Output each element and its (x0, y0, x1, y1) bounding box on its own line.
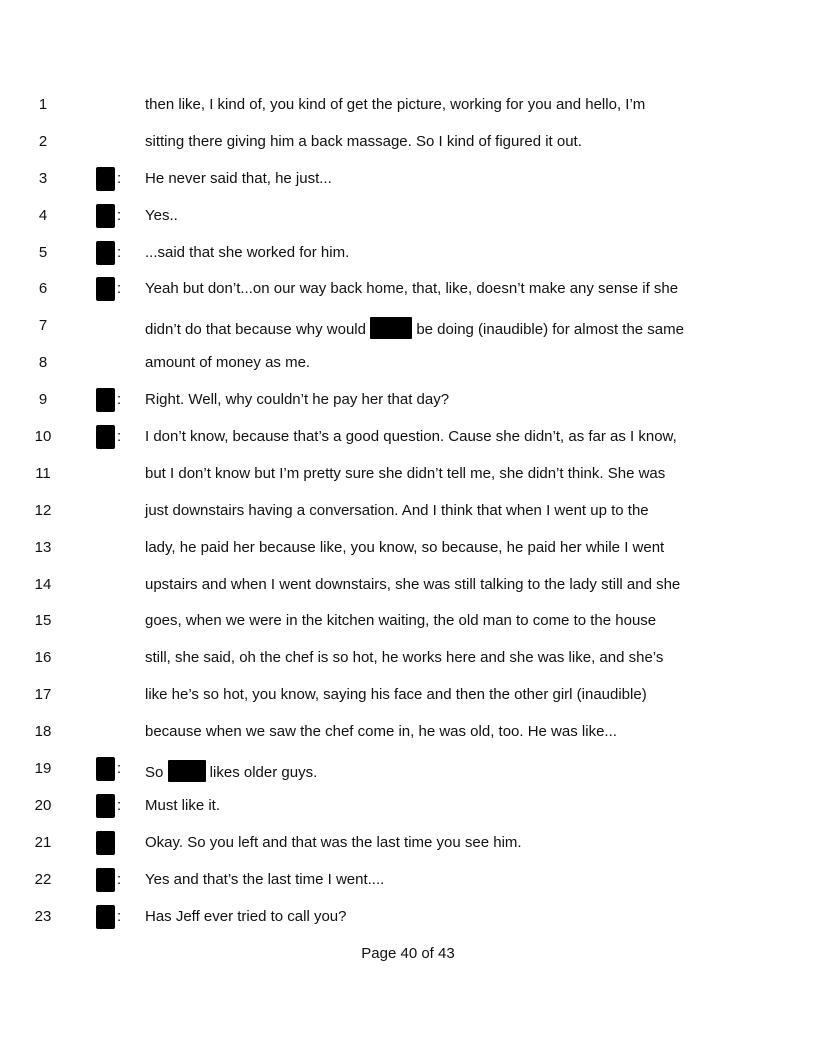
speaker-colon: : (117, 280, 122, 298)
redacted-speaker (94, 167, 128, 191)
line-text (145, 723, 745, 741)
line-text (145, 317, 745, 339)
transcript-line (0, 418, 816, 455)
redacted-speaker (94, 425, 128, 449)
transcript-line (0, 234, 816, 271)
line-number: 9 (38, 391, 48, 409)
page-footer: Page 40 of 43 (361, 945, 455, 962)
speaker-colon: : (117, 206, 122, 224)
line-number: 22 (34, 870, 52, 888)
speaker-colon: : (117, 169, 122, 187)
line-text (145, 428, 745, 446)
line-text (145, 170, 745, 188)
redaction-block (96, 868, 115, 892)
line-number: 2 (38, 132, 48, 150)
text-segment: amount of money as me. (145, 354, 311, 372)
line-number: 13 (34, 538, 52, 556)
redacted-speaker (94, 388, 128, 412)
text-segment: Must like it. (145, 796, 221, 814)
line-number: 20 (34, 796, 52, 814)
redaction-block (96, 388, 115, 412)
transcript-line (0, 602, 816, 639)
transcript-line (0, 566, 816, 603)
text-segment: like he’s so hot, you know, saying his face and then the other girl (inaudible) (145, 686, 647, 704)
inline-redaction (370, 317, 412, 339)
speaker-colon: : (117, 907, 122, 925)
redaction-block (96, 167, 115, 191)
text-segment: He never said that, he just... (145, 169, 332, 187)
transcript-line (0, 787, 816, 824)
line-number: 10 (34, 428, 52, 446)
line-text (145, 686, 745, 704)
text-segment: I don’t know, because that’s a good question. Cause she didn’t, as far as I know, (145, 428, 677, 446)
text-segment: Yeah but don’t...on our way back home, that, like, doesn’t make any sense if she (145, 280, 679, 298)
text-segment: lady, he paid her because like, you know, so because, he paid her while I went (145, 538, 665, 556)
line-text (145, 760, 745, 782)
line-text (145, 280, 745, 298)
transcript-line (0, 86, 816, 123)
transcript-line (0, 307, 816, 344)
inline-redaction (168, 760, 206, 782)
line-number: 18 (34, 723, 52, 741)
line-number: 4 (38, 206, 48, 224)
text-segment: still, she said, oh the chef is so hot, he works here and she was like, and she’s (145, 649, 664, 667)
text-segment: just downstairs having a conversation. And I think that when I went up to the (145, 501, 649, 519)
redaction-block (96, 241, 115, 265)
transcript-line (0, 529, 816, 566)
line-text (145, 133, 745, 151)
transcript-line (0, 492, 816, 529)
transcript-line (0, 344, 816, 381)
redacted-speaker (94, 277, 128, 301)
redaction-block (96, 277, 115, 301)
speaker-colon: : (117, 796, 122, 814)
redaction-block (96, 757, 115, 781)
line-text (145, 576, 745, 594)
redacted-speaker (94, 204, 128, 228)
redacted-speaker (94, 241, 128, 265)
text-segment: but I don’t know but I’m pretty sure she didn’t tell me, she didn’t think. She was (145, 464, 666, 482)
line-number: 15 (34, 612, 52, 630)
redacted-speaker (94, 905, 128, 929)
redaction-block (96, 831, 115, 855)
transcript-line (0, 270, 816, 307)
line-text (145, 207, 745, 225)
text-segment: upstairs and when I went downstairs, she was still talking to the lady still and she (145, 575, 681, 593)
line-number: 19 (34, 760, 52, 778)
transcript-line (0, 676, 816, 713)
line-text (145, 354, 745, 372)
speaker-colon: : (117, 760, 122, 778)
text-segment: sitting there giving him a back massage. So I kind of figured it out. (145, 132, 582, 150)
transcript-line (0, 750, 816, 787)
transcript-line (0, 197, 816, 234)
line-text (145, 797, 745, 815)
redaction-block (96, 794, 115, 818)
redaction-block (96, 905, 115, 929)
text-segment: Has Jeff ever tried to call you? (145, 907, 347, 925)
text-segment: ...said that she worked for him. (145, 243, 350, 261)
text-segment: Yes and that’s the last time I went.... (145, 870, 385, 888)
transcript-line (0, 861, 816, 898)
line-number: 14 (34, 575, 52, 593)
transcript-line (0, 455, 816, 492)
text-segment: be doing (inaudible) for almost the same (412, 321, 684, 339)
line-number: 1 (38, 96, 48, 113)
line-text (145, 244, 745, 262)
redacted-speaker (94, 757, 128, 781)
text-segment: Okay. So you left and that was the last time you see him. (145, 833, 522, 851)
transcript-line (0, 123, 816, 160)
line-text (145, 649, 745, 667)
speaker-colon: : (117, 870, 122, 888)
text-segment: because when we saw the chef come in, he was old, too. He was like... (145, 723, 617, 741)
transcript-line (0, 898, 816, 935)
line-number: 17 (34, 686, 52, 704)
redaction-block (96, 425, 115, 449)
transcript-body (0, 86, 816, 934)
redacted-speaker (94, 868, 128, 892)
transcript-line (0, 713, 816, 750)
line-text (145, 908, 745, 926)
line-number: 16 (34, 649, 52, 667)
line-number: 23 (34, 907, 52, 925)
line-number: 8 (38, 354, 48, 372)
text-segment: So (145, 764, 168, 782)
text-segment: didn’t do that because why would (145, 321, 371, 339)
text-segment: Yes.. (145, 206, 178, 224)
line-number: 7 (38, 317, 48, 335)
redacted-speaker (94, 794, 128, 818)
text-segment: then like, I kind of, you kind of get the picture, working for you and hello, I’m (145, 96, 646, 113)
line-text (145, 391, 745, 409)
text-segment: likes older guys. (205, 764, 318, 782)
line-number: 12 (34, 501, 52, 519)
line-number: 21 (34, 833, 52, 851)
line-number: 6 (38, 280, 48, 298)
line-text (145, 465, 745, 483)
line-text (145, 834, 745, 852)
line-text (145, 612, 745, 630)
redacted-speaker (94, 831, 128, 855)
text-segment: goes, when we were in the kitchen waiting, the old man to come to the house (145, 612, 657, 630)
transcript-line (0, 160, 816, 197)
line-text (145, 96, 745, 114)
line-number: 5 (38, 243, 48, 261)
speaker-colon: : (117, 243, 122, 261)
speaker-colon: : (117, 428, 122, 446)
text-segment: Right. Well, why couldn’t he pay her that day? (145, 391, 450, 409)
speaker-colon: : (117, 391, 122, 409)
transcript-line (0, 381, 816, 418)
line-text (145, 539, 745, 557)
line-number: 11 (35, 464, 51, 482)
line-text (145, 871, 745, 889)
line-text (145, 502, 745, 520)
transcript-line (0, 824, 816, 861)
redaction-block (96, 204, 115, 228)
line-number: 3 (38, 169, 48, 187)
transcript-line (0, 639, 816, 676)
